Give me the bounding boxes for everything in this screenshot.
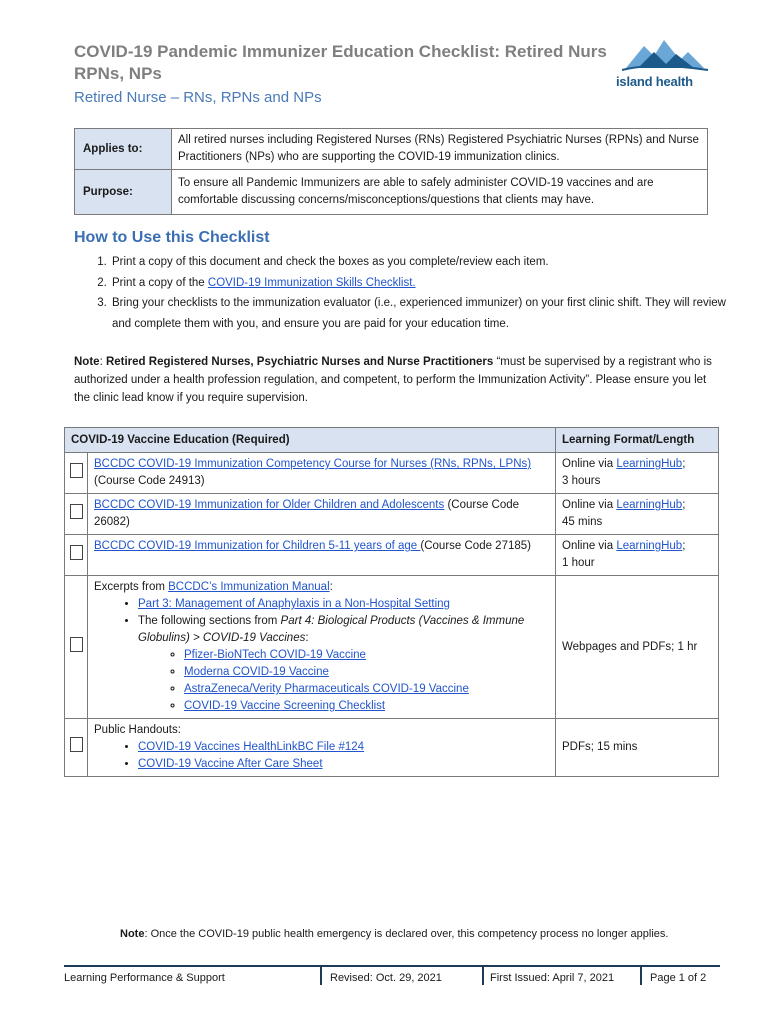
footnote-text: : Once the COVID-19 public health emergency is declared over, this competency process no longer applies. [144,928,669,940]
document-title: COVID-19 Pandemic Immunizer Education Checklist: Retired Nurs [74,42,607,61]
footer-divider [482,967,484,985]
checkbox-cell [65,494,88,535]
step-2-text: Print a copy of the [112,276,208,289]
checkbox-icon[interactable] [70,737,83,752]
sections-suffix: : [305,632,309,644]
children-5-11-course-link[interactable]: BCCDC COVID-19 Immunization for Children 5-11 years of age [94,540,421,552]
skills-checklist-link[interactable]: COVID-19 Immunization Skills Checklist. [207,276,416,289]
course-item [88,494,556,535]
list-item [138,596,549,613]
format-suffix: ; [682,458,686,470]
document-title-line2: RPNs, NPs [74,64,162,83]
moderna-link[interactable]: Moderna COVID-19 Vaccine [184,666,329,678]
table-row [65,719,719,777]
step-2 [110,273,730,294]
after-care-sheet-link[interactable]: COVID-19 Vaccine After Care Sheet [138,758,323,770]
excerpts-suffix: : [329,581,333,593]
format-suffix: ; [682,540,686,552]
how-to-heading: How to Use this Checklist [74,229,270,246]
list-item [138,756,549,773]
island-health-logo [614,34,724,90]
checkbox-icon[interactable] [70,504,83,519]
note-bold-text: Retired Registered Nurses, Psychiatric Nurses and Nurse Practitioners [105,356,494,368]
footnote [120,928,668,940]
format-length: 45 mins [562,516,603,528]
checkbox-icon[interactable] [70,463,83,478]
learninghub-link[interactable]: LearningHub [616,540,683,552]
learninghub-link[interactable]: LearningHub [616,499,683,511]
footer-page-number: Page 1 of 2 [650,972,707,984]
footer-issued: First Issued: April 7, 2021 [490,972,615,984]
course-item [88,535,556,576]
applies-label: Applies to: [75,129,172,170]
applies-row [75,129,708,170]
public-handouts-item [88,719,556,777]
healthlinkbc-file-link[interactable]: COVID-19 Vaccines HealthLinkBC File #124 [138,741,365,753]
format-column-header: Learning Format/Length [556,428,719,453]
how-to-steps [74,252,730,334]
applies-value: All retired nurses including Registered Nurses (RNs) Registered Psychiatric Nurses (RPNs) and Nurse Practitioners (NPs) who are supporting the COVID-19 immunization clinics. [172,129,708,170]
list-item [184,681,549,698]
format-cell: Webpages and PDFs; 1 hr [556,576,719,719]
astrazeneca-link[interactable]: AstraZeneca/Verity Pharmaceuticals COVID-19 Vaccine [184,683,469,695]
table-row [65,535,719,576]
handouts-list [94,739,549,773]
table-header-row [65,428,719,453]
pfizer-link[interactable]: Pfizer-BioNTech COVID-19 Vaccine [184,649,366,661]
checkbox-icon[interactable] [70,545,83,560]
education-column-header: COVID-19 Vaccine Education (Required) [65,428,556,453]
vaccine-sections-list [138,647,549,715]
footer-revised: Revised: Oct. 29, 2021 [330,972,442,984]
info-table [74,128,708,215]
format-cell [556,535,719,576]
sections-prefix: The following sections from [138,615,281,627]
format-cell [556,494,719,535]
note-text: “must be supervised by a registrant who is authorized under a health profession regulation, and competent, to perform the Immunization Activity”. Please ensure you let the clinic lead know if you require supervision. [74,356,712,404]
purpose-label: Purpose: [75,170,172,215]
checkbox-icon[interactable] [70,637,83,652]
footer-department: Learning Performance & Support [64,972,225,984]
checkbox-cell [65,453,88,494]
sections-italic: Part 4: Biological Products (Vaccines & Immune Globulins) > COVID-19 Vaccines [138,615,525,644]
course-code: (Course Code 24913) [94,475,205,487]
footer-divider [640,967,642,985]
purpose-value: To ensure all Pandemic Immunizers are able to safely administer COVID-19 vaccines and are comfortable discussing concerns/misconceptions/questions that clients may have. [172,170,708,215]
mountain-logo-icon [614,34,724,74]
course-code: (Course Code 26082) [94,499,520,528]
handouts-title: Public Handouts: [94,724,181,736]
checkbox-cell [65,576,88,719]
nurses-course-link[interactable]: BCCDC COVID-19 Immunization Competency Course for Nurses (RNs, RPNs, LPNs) [94,458,532,470]
step-3: 3. Bring your checklists to the immunization evaluator (i.e., experienced immunizer) on your first clinic shift. They will review and complete them with you, and ensure you are paid for your education time. [110,293,730,334]
checkbox-cell [65,535,88,576]
learninghub-link[interactable]: LearningHub [616,458,683,470]
page-footer [64,965,720,989]
list-item [184,647,549,664]
screening-checklist-link[interactable]: COVID-19 Vaccine Screening Checklist [184,700,386,712]
list-item [184,664,549,681]
manual-excerpts-item [88,576,556,719]
format-length: 3 hours [562,475,601,487]
checkbox-cell [65,719,88,777]
table-row [65,453,719,494]
format-cell [556,453,719,494]
note-label: Note [74,356,100,368]
education-table [64,427,719,777]
footnote-label: Note [120,928,145,940]
step-1: 1. Print a copy of this document and check the boxes as you complete/review each item. [110,252,730,273]
anaphylaxis-link[interactable]: Part 3: Management of Anaphylaxis in a Non-Hospital Setting [138,598,450,610]
format-prefix: Online via [562,499,617,511]
excerpts-list [94,596,549,715]
course-item [88,453,556,494]
immunization-manual-link[interactable]: BCCDC’s Immunization Manual [168,581,330,593]
format-cell: PDFs; 15 mins [556,719,719,777]
table-row [65,576,719,719]
excerpts-prefix: Excerpts from [94,581,169,593]
logo-wordmark: island health [616,74,693,89]
document-subtitle: Retired Nurse – RNs, RPNs and NPs [74,89,322,106]
format-length: 1 hour [562,557,595,569]
purpose-row [75,170,708,215]
format-suffix: ; [682,499,686,511]
table-row [65,494,719,535]
footer-divider [320,967,322,985]
format-prefix: Online via [562,458,617,470]
supervision-note: Note: Retired Registered Nurses, Psychiatric Nurses and Nurse Practitioners “must be supervised by a registrant who is authorized under a health profession regulation, and competent, to perform the Immunization Activity”. Please ensure you let the clinic lead know if you require supervision. [74,356,712,404]
list-item [184,698,549,715]
list-item [138,613,549,715]
format-prefix: Online via [562,540,617,552]
older-children-course-link[interactable]: BCCDC COVID-19 Immunization for Older Children and Adolescents [94,499,445,511]
course-code: (Course Code 27185) [420,540,531,552]
list-item [138,739,549,756]
